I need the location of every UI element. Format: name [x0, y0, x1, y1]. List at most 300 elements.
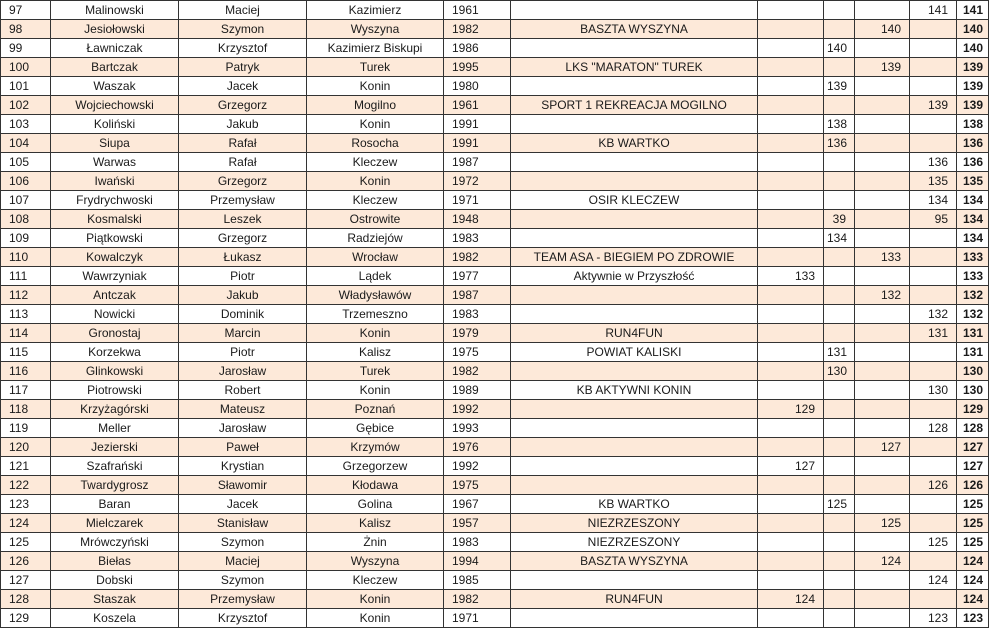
- score-cell-4: [910, 229, 957, 248]
- club-cell: [511, 476, 758, 495]
- first-name-cell: Paweł: [179, 438, 307, 457]
- place-cell: 119: [1, 419, 51, 438]
- score-cell-1: [758, 438, 824, 457]
- score-cell-3: [855, 115, 910, 134]
- score-cell-3: [855, 172, 910, 191]
- first-name-cell: Sławomir: [179, 476, 307, 495]
- first-name-cell: Piotr: [179, 267, 307, 286]
- score-cell-2: [824, 248, 855, 267]
- place-cell: 120: [1, 438, 51, 457]
- town-cell: Władysławów: [307, 286, 444, 305]
- total-cell: 139: [957, 96, 989, 115]
- last-name-cell: Wawrzyniak: [51, 267, 179, 286]
- last-name-cell: Siupa: [51, 134, 179, 153]
- first-name-cell: Leszek: [179, 210, 307, 229]
- last-name-cell: Antczak: [51, 286, 179, 305]
- club-cell: [511, 571, 758, 590]
- score-cell-4: [910, 400, 957, 419]
- club-cell: [511, 362, 758, 381]
- score-cell-3: [855, 362, 910, 381]
- last-name-cell: Szafrański: [51, 457, 179, 476]
- score-cell-4: 136: [910, 153, 957, 172]
- birth-year-cell: 1989: [444, 381, 511, 400]
- place-cell: 109: [1, 229, 51, 248]
- total-cell: 125: [957, 514, 989, 533]
- club-cell: SPORT 1 REKREACJA MOGILNO: [511, 96, 758, 115]
- town-cell: Radziejów: [307, 229, 444, 248]
- town-cell: Turek: [307, 362, 444, 381]
- score-cell-4: [910, 39, 957, 58]
- score-cell-3: 124: [855, 552, 910, 571]
- score-cell-3: [855, 229, 910, 248]
- club-cell: [511, 77, 758, 96]
- birth-year-cell: 1971: [444, 609, 511, 628]
- last-name-cell: Kosmalski: [51, 210, 179, 229]
- birth-year-cell: 1979: [444, 324, 511, 343]
- score-cell-1: [758, 229, 824, 248]
- club-cell: KB AKTYWNI KONIN: [511, 381, 758, 400]
- club-cell: [511, 419, 758, 438]
- last-name-cell: Wojciechowski: [51, 96, 179, 115]
- first-name-cell: Jakub: [179, 115, 307, 134]
- score-cell-2: [824, 571, 855, 590]
- table-row: [1, 191, 989, 210]
- first-name-cell: Łukasz: [179, 248, 307, 267]
- score-cell-2: [824, 286, 855, 305]
- town-cell: Konin: [307, 609, 444, 628]
- place-cell: 105: [1, 153, 51, 172]
- town-cell: Golina: [307, 495, 444, 514]
- score-cell-1: 129: [758, 400, 824, 419]
- total-cell: 127: [957, 438, 989, 457]
- club-cell: BASZTA WYSZYNA: [511, 552, 758, 571]
- table-row: [1, 267, 989, 286]
- last-name-cell: Warwas: [51, 153, 179, 172]
- town-cell: Wrocław: [307, 248, 444, 267]
- total-cell: 124: [957, 590, 989, 609]
- last-name-cell: Jezierski: [51, 438, 179, 457]
- total-cell: 136: [957, 134, 989, 153]
- club-cell: [511, 153, 758, 172]
- score-cell-3: [855, 457, 910, 476]
- last-name-cell: Twardygrosz: [51, 476, 179, 495]
- total-cell: 134: [957, 191, 989, 210]
- club-cell: [511, 115, 758, 134]
- first-name-cell: Jakub: [179, 286, 307, 305]
- table-row: [1, 514, 989, 533]
- first-name-cell: Maciej: [179, 552, 307, 571]
- last-name-cell: Piątkowski: [51, 229, 179, 248]
- table-row: [1, 552, 989, 571]
- score-cell-1: [758, 115, 824, 134]
- total-cell: 123: [957, 609, 989, 628]
- table-row: [1, 1, 989, 20]
- score-cell-2: [824, 533, 855, 552]
- club-cell: POWIAT KALISKI: [511, 343, 758, 362]
- score-cell-1: [758, 571, 824, 590]
- table-row: [1, 134, 989, 153]
- score-cell-3: [855, 381, 910, 400]
- table-row: [1, 571, 989, 590]
- score-cell-1: [758, 305, 824, 324]
- table-row: [1, 115, 989, 134]
- place-cell: 106: [1, 172, 51, 191]
- place-cell: 102: [1, 96, 51, 115]
- score-cell-3: [855, 77, 910, 96]
- birth-year-cell: 1992: [444, 457, 511, 476]
- score-cell-3: [855, 324, 910, 343]
- total-cell: 127: [957, 457, 989, 476]
- score-cell-1: [758, 77, 824, 96]
- town-cell: Trzemeszno: [307, 305, 444, 324]
- total-cell: 139: [957, 77, 989, 96]
- table-row: [1, 305, 989, 324]
- last-name-cell: Malinowski: [51, 1, 179, 20]
- score-cell-1: [758, 1, 824, 20]
- first-name-cell: Dominik: [179, 305, 307, 324]
- score-cell-1: [758, 134, 824, 153]
- town-cell: Konin: [307, 172, 444, 191]
- place-cell: 108: [1, 210, 51, 229]
- score-cell-3: [855, 153, 910, 172]
- club-cell: RUN4FUN: [511, 590, 758, 609]
- total-cell: 131: [957, 343, 989, 362]
- last-name-cell: Baran: [51, 495, 179, 514]
- birth-year-cell: 1986: [444, 39, 511, 58]
- score-cell-3: [855, 210, 910, 229]
- score-cell-2: [824, 267, 855, 286]
- town-cell: Poznań: [307, 400, 444, 419]
- score-cell-4: 128: [910, 419, 957, 438]
- town-cell: Konin: [307, 77, 444, 96]
- score-cell-2: 139: [824, 77, 855, 96]
- total-cell: 133: [957, 248, 989, 267]
- town-cell: Wyszyna: [307, 552, 444, 571]
- town-cell: Żnin: [307, 533, 444, 552]
- birth-year-cell: 1967: [444, 495, 511, 514]
- score-cell-1: [758, 343, 824, 362]
- club-cell: [511, 457, 758, 476]
- birth-year-cell: 1980: [444, 77, 511, 96]
- club-cell: [511, 438, 758, 457]
- score-cell-4: 131: [910, 324, 957, 343]
- town-cell: Lądek: [307, 267, 444, 286]
- last-name-cell: Mielczarek: [51, 514, 179, 533]
- score-cell-4: [910, 514, 957, 533]
- table-row: [1, 609, 989, 628]
- town-cell: Konin: [307, 381, 444, 400]
- score-cell-3: [855, 1, 910, 20]
- score-cell-4: [910, 438, 957, 457]
- table-row: [1, 20, 989, 39]
- score-cell-2: 131: [824, 343, 855, 362]
- score-cell-1: [758, 381, 824, 400]
- town-cell: Kalisz: [307, 514, 444, 533]
- town-cell: Kazimierz: [307, 1, 444, 20]
- town-cell: Turek: [307, 58, 444, 77]
- first-name-cell: Grzegorz: [179, 96, 307, 115]
- first-name-cell: Marcin: [179, 324, 307, 343]
- first-name-cell: Jarosław: [179, 362, 307, 381]
- score-cell-2: [824, 96, 855, 115]
- place-cell: 129: [1, 609, 51, 628]
- score-cell-2: [824, 419, 855, 438]
- first-name-cell: Patryk: [179, 58, 307, 77]
- club-cell: NIEZRZESZONY: [511, 514, 758, 533]
- club-cell: [511, 172, 758, 191]
- table-row: [1, 400, 989, 419]
- score-cell-2: [824, 590, 855, 609]
- club-cell: KB WARTKO: [511, 495, 758, 514]
- last-name-cell: Korzekwa: [51, 343, 179, 362]
- place-cell: 117: [1, 381, 51, 400]
- score-cell-3: [855, 343, 910, 362]
- place-cell: 97: [1, 1, 51, 20]
- birth-year-cell: 1982: [444, 20, 511, 39]
- score-cell-3: 139: [855, 58, 910, 77]
- score-cell-3: 125: [855, 514, 910, 533]
- club-cell: [511, 210, 758, 229]
- score-cell-4: [910, 267, 957, 286]
- score-cell-1: [758, 58, 824, 77]
- table-row: [1, 476, 989, 495]
- score-cell-4: [910, 457, 957, 476]
- score-cell-3: [855, 590, 910, 609]
- score-cell-1: 124: [758, 590, 824, 609]
- score-cell-4: 132: [910, 305, 957, 324]
- first-name-cell: Szymon: [179, 571, 307, 590]
- club-cell: OSIR KLECZEW: [511, 191, 758, 210]
- place-cell: 112: [1, 286, 51, 305]
- town-cell: Grzegorzew: [307, 457, 444, 476]
- total-cell: 125: [957, 533, 989, 552]
- table-row: [1, 324, 989, 343]
- place-cell: 101: [1, 77, 51, 96]
- place-cell: 110: [1, 248, 51, 267]
- score-cell-1: [758, 552, 824, 571]
- total-cell: 125: [957, 495, 989, 514]
- town-cell: Konin: [307, 115, 444, 134]
- score-cell-3: [855, 400, 910, 419]
- total-cell: 131: [957, 324, 989, 343]
- score-cell-1: 127: [758, 457, 824, 476]
- birth-year-cell: 1983: [444, 533, 511, 552]
- first-name-cell: Stanisław: [179, 514, 307, 533]
- score-cell-4: [910, 20, 957, 39]
- place-cell: 121: [1, 457, 51, 476]
- total-cell: 129: [957, 400, 989, 419]
- table-row: [1, 457, 989, 476]
- total-cell: 124: [957, 571, 989, 590]
- score-cell-4: [910, 286, 957, 305]
- birth-year-cell: 1976: [444, 438, 511, 457]
- score-cell-1: [758, 20, 824, 39]
- place-cell: 128: [1, 590, 51, 609]
- table-row: [1, 248, 989, 267]
- score-cell-2: [824, 20, 855, 39]
- score-cell-2: [824, 172, 855, 191]
- score-cell-4: [910, 58, 957, 77]
- score-cell-2: [824, 381, 855, 400]
- first-name-cell: Rafał: [179, 134, 307, 153]
- club-cell: Aktywnie w Przyszłość: [511, 267, 758, 286]
- total-cell: 138: [957, 115, 989, 134]
- place-cell: 118: [1, 400, 51, 419]
- score-cell-3: 140: [855, 20, 910, 39]
- score-cell-3: 132: [855, 286, 910, 305]
- table-row: [1, 438, 989, 457]
- last-name-cell: Glinkowski: [51, 362, 179, 381]
- place-cell: 125: [1, 533, 51, 552]
- score-cell-1: [758, 191, 824, 210]
- birth-year-cell: 1982: [444, 248, 511, 267]
- table-row: [1, 77, 989, 96]
- score-cell-4: 125: [910, 533, 957, 552]
- last-name-cell: Biełas: [51, 552, 179, 571]
- first-name-cell: Krystian: [179, 457, 307, 476]
- place-cell: 113: [1, 305, 51, 324]
- club-cell: NIEZRZESZONY: [511, 533, 758, 552]
- first-name-cell: Przemysław: [179, 191, 307, 210]
- score-cell-2: [824, 457, 855, 476]
- score-cell-3: [855, 495, 910, 514]
- place-cell: 116: [1, 362, 51, 381]
- score-cell-4: 134: [910, 191, 957, 210]
- last-name-cell: Iwański: [51, 172, 179, 191]
- town-cell: Kazimierz Biskupi: [307, 39, 444, 58]
- score-cell-4: 95: [910, 210, 957, 229]
- club-cell: [511, 286, 758, 305]
- score-cell-1: [758, 210, 824, 229]
- total-cell: 124: [957, 552, 989, 571]
- place-cell: 126: [1, 552, 51, 571]
- first-name-cell: Szymon: [179, 533, 307, 552]
- first-name-cell: Jacek: [179, 77, 307, 96]
- total-cell: 133: [957, 267, 989, 286]
- score-cell-4: 126: [910, 476, 957, 495]
- score-cell-1: [758, 514, 824, 533]
- first-name-cell: Jacek: [179, 495, 307, 514]
- first-name-cell: Krzysztof: [179, 609, 307, 628]
- last-name-cell: Kowalczyk: [51, 248, 179, 267]
- score-cell-1: [758, 533, 824, 552]
- score-cell-3: [855, 267, 910, 286]
- town-cell: Kleczew: [307, 571, 444, 590]
- total-cell: 141: [957, 1, 989, 20]
- town-cell: Kalisz: [307, 343, 444, 362]
- birth-year-cell: 1992: [444, 400, 511, 419]
- score-cell-1: [758, 286, 824, 305]
- birth-year-cell: 1975: [444, 476, 511, 495]
- first-name-cell: Robert: [179, 381, 307, 400]
- first-name-cell: Szymon: [179, 20, 307, 39]
- score-cell-4: [910, 134, 957, 153]
- town-cell: Ostrowite: [307, 210, 444, 229]
- table-row: [1, 362, 989, 381]
- total-cell: 132: [957, 305, 989, 324]
- score-cell-2: [824, 400, 855, 419]
- place-cell: 100: [1, 58, 51, 77]
- last-name-cell: Dobski: [51, 571, 179, 590]
- first-name-cell: Grzegorz: [179, 229, 307, 248]
- score-cell-3: [855, 571, 910, 590]
- table-row: [1, 210, 989, 229]
- birth-year-cell: 1985: [444, 571, 511, 590]
- score-cell-4: [910, 115, 957, 134]
- score-cell-2: [824, 1, 855, 20]
- club-cell: LKS "MARATON" TUREK: [511, 58, 758, 77]
- score-cell-1: [758, 324, 824, 343]
- last-name-cell: Jesiołowski: [51, 20, 179, 39]
- score-cell-4: 123: [910, 609, 957, 628]
- score-cell-4: [910, 77, 957, 96]
- score-cell-4: 124: [910, 571, 957, 590]
- score-cell-4: 135: [910, 172, 957, 191]
- birth-year-cell: 1995: [444, 58, 511, 77]
- score-cell-3: 127: [855, 438, 910, 457]
- score-cell-3: [855, 419, 910, 438]
- score-cell-2: 136: [824, 134, 855, 153]
- score-cell-4: [910, 552, 957, 571]
- club-cell: [511, 609, 758, 628]
- table-row: [1, 58, 989, 77]
- score-cell-2: [824, 552, 855, 571]
- table-row: [1, 229, 989, 248]
- club-cell: [511, 400, 758, 419]
- birth-year-cell: 1993: [444, 419, 511, 438]
- birth-year-cell: 1961: [444, 96, 511, 115]
- club-cell: [511, 305, 758, 324]
- first-name-cell: Przemysław: [179, 590, 307, 609]
- score-cell-2: [824, 58, 855, 77]
- last-name-cell: Meller: [51, 419, 179, 438]
- total-cell: 136: [957, 153, 989, 172]
- score-cell-2: 140: [824, 39, 855, 58]
- birth-year-cell: 1991: [444, 134, 511, 153]
- town-cell: Kłodawa: [307, 476, 444, 495]
- birth-year-cell: 1948: [444, 210, 511, 229]
- club-cell: [511, 39, 758, 58]
- town-cell: Mogilno: [307, 96, 444, 115]
- score-cell-4: [910, 343, 957, 362]
- last-name-cell: Ławniczak: [51, 39, 179, 58]
- score-cell-4: [910, 590, 957, 609]
- total-cell: 126: [957, 476, 989, 495]
- last-name-cell: Krzyżagórski: [51, 400, 179, 419]
- birth-year-cell: 1972: [444, 172, 511, 191]
- score-cell-3: [855, 476, 910, 495]
- place-cell: 107: [1, 191, 51, 210]
- first-name-cell: Krzysztof: [179, 39, 307, 58]
- birth-year-cell: 1975: [444, 343, 511, 362]
- last-name-cell: Koliński: [51, 115, 179, 134]
- town-cell: Konin: [307, 590, 444, 609]
- score-cell-3: [855, 39, 910, 58]
- results-table-body: [1, 1, 989, 628]
- birth-year-cell: 1987: [444, 286, 511, 305]
- birth-year-cell: 1957: [444, 514, 511, 533]
- last-name-cell: Nowicki: [51, 305, 179, 324]
- place-cell: 122: [1, 476, 51, 495]
- score-cell-3: [855, 305, 910, 324]
- birth-year-cell: 1983: [444, 229, 511, 248]
- last-name-cell: Mrówczyński: [51, 533, 179, 552]
- table-row: [1, 495, 989, 514]
- total-cell: 128: [957, 419, 989, 438]
- score-cell-3: [855, 96, 910, 115]
- score-cell-2: [824, 609, 855, 628]
- first-name-cell: Jarosław: [179, 419, 307, 438]
